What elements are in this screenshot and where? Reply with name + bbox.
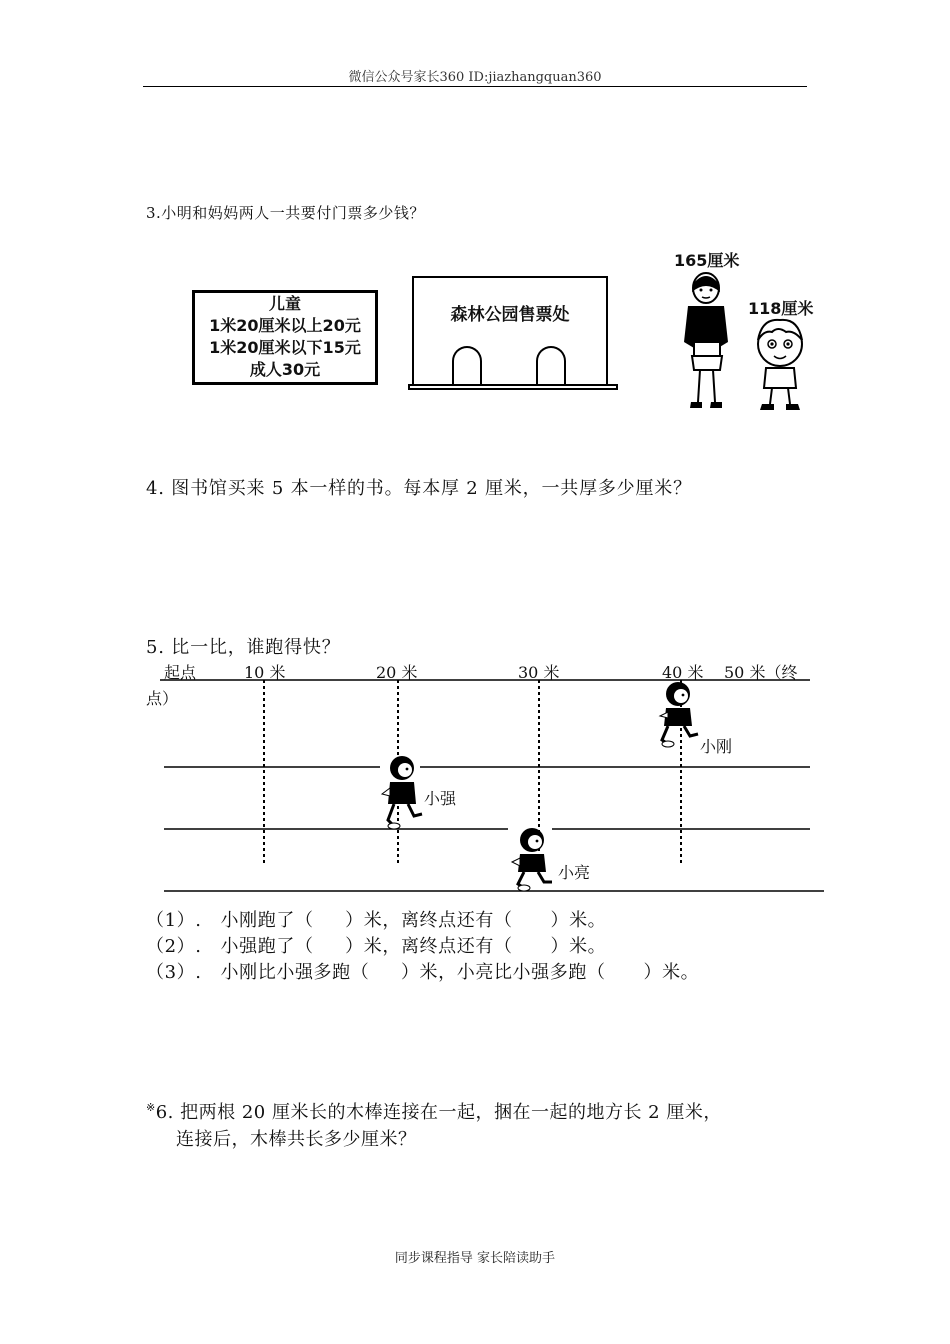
runner-xiaoliang-label: 小亮 [558,863,591,882]
mark-50m-continued: 点） [146,689,179,708]
page-header: 微信公众号家长360 ID:jiazhangquan360 [348,70,602,85]
mark-20m: 20 米 [376,663,418,682]
price-sign-line-2: 1米20厘米以下15元 [209,338,361,357]
question-6-line-1: 6. 把两根 20 厘米长的木棒连接在一起，捆在一起的地方长 2 厘米， [155,1102,722,1123]
question-3: 3.小明和妈妈两人一共要付门票多少钱？ [146,204,425,222]
question-5-part-2: （2）. 小强跑了（ ）米，离终点还有（ ）米。 [146,936,607,957]
mark-50m: 50 米（终 [724,663,798,682]
mark-start: 起点 [164,663,197,682]
runner-xiaoqiang-label: 小强 [424,789,457,808]
price-sign-line-1: 1米20厘米以上20元 [209,316,361,335]
runner-xiaoqiang-figure [378,754,424,832]
question-5-part-1: （1）. 小刚跑了（ ）米，离终点还有（ ）米。 [146,910,607,931]
boy-height-label: 118厘米 [748,299,814,318]
price-sign-line-3: 成人30元 [249,360,321,379]
mom-height-label: 165厘米 [674,251,740,270]
runner-xiaogang-label: 小刚 [700,737,733,756]
runner-xiaogang-figure [654,680,700,748]
question-6 [146,1094,722,1153]
runner-xiaoliang-figure [508,826,554,892]
question-5-part-3: （3）. 小刚比小强多跑（ ）米，小亮比小强多跑（ ）米。 [146,962,700,983]
mark-10m: 10 米 [244,663,286,682]
booth-title: 森林公园售票处 [450,305,570,325]
question-6-marker: ※ [146,1101,156,1114]
question-5: 5. 比一比，谁跑得快？ [146,637,341,658]
mark-30m: 30 米 [518,663,560,682]
question-4: 4. 图书馆买来 5 本一样的书。每本厚 2 厘米，一共厚多少厘米？ [146,478,692,499]
price-sign-title: 儿童 [268,294,301,313]
page-footer: 同步课程指导 家长陪读助手 [394,1251,556,1266]
question-6-line-2: 连接后，木棒共长多少厘米？ [176,1129,417,1150]
mark-40m: 40 米 [662,663,704,682]
